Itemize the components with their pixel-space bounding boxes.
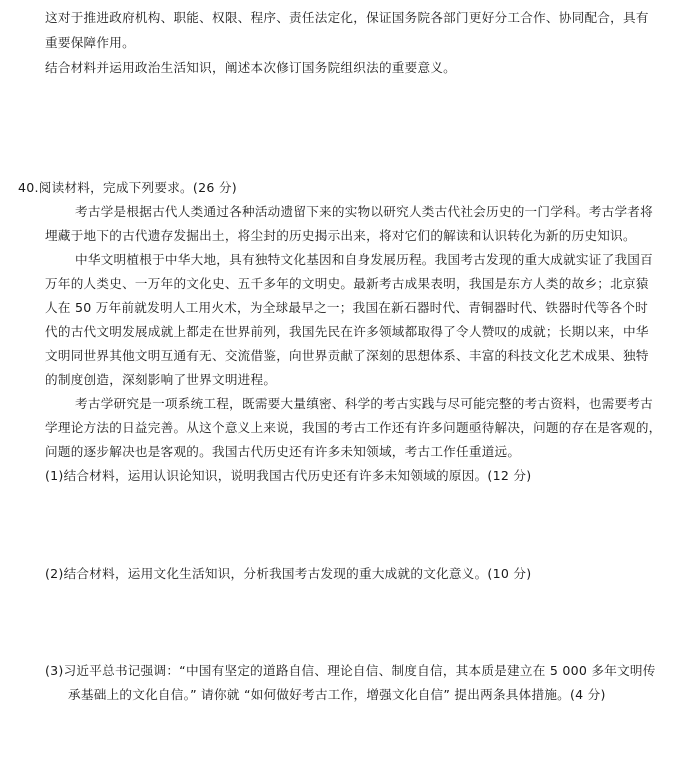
q40-paragraph1-line-1: 考古学是根据古代人类通过各种活动遗留下来的实物以研究人类古代社会历史的一门学科。考古学者将 <box>75 204 653 219</box>
q40-paragraph2-line-1: 中华文明植根于中华大地，具有独特文化基因和自身发展历程。我国考古发现的重大成就实证了我国百 <box>75 252 653 267</box>
q40-subquestion-3-line-1: (3)习近平总书记强调：“中国有坚定的道路自信、理论自信、制度自信，其本质是建立在 5 000 多年文明传 <box>45 663 656 678</box>
q40-paragraph2-line-4: 代的古代文明发展成就上都走在世界前列，我国先民在许多领域都取得了令人赞叹的成就；长期以来，中华 <box>45 324 649 339</box>
q40-paragraph2-line-5: 文明同世界其他文明互通有无、交流借鉴，向世界贡献了深刻的思想体系、丰富的科技文化艺术成果、独特 <box>45 348 649 363</box>
q39-text-line-2: 重要保障作用。 <box>45 35 135 50</box>
q40-heading: 40.阅读材料，完成下列要求。(26 分) <box>18 180 237 195</box>
q40-paragraph1-line-2: 埋藏于地下的古代遗存发掘出土，将尘封的历史揭示出来，将对它们的解读和认识转化为新的历史知识。 <box>45 228 636 243</box>
q40-paragraph3-line-1: 考古学研究是一项系统工程，既需要大量缜密、科学的考古实践与尽可能完整的考古资料，也需要考古 <box>75 396 653 411</box>
q39-prompt: 结合材料并运用政治生活知识，阐述本次修订国务院组织法的重要意义。 <box>45 60 456 75</box>
q40-subquestion-2: (2)结合材料，运用文化生活知识，分析我国考古发现的重大成就的文化意义。(10 分) <box>45 566 532 581</box>
q40-subquestion-1: (1)结合材料，运用认识论知识，说明我国古代历史还有许多未知领域的原因。(12 分) <box>45 468 532 483</box>
q40-paragraph3-line-3: 问题的逐步解决也是客观的。我国古代历史还有许多未知领域，考古工作任重道远。 <box>45 444 521 459</box>
q40-paragraph2-line-6: 的制度创造，深刻影响了世界文明进程。 <box>45 372 277 387</box>
q40-paragraph2-line-2: 万年的人类史、一万年的文化史、五千多年的文明史。最新考古成果表明，我国是东方人类的故乡；北京猿 <box>45 276 649 291</box>
q39-text-line-1: 这对于推进政府机构、职能、权限、程序、责任法定化，保证国务院各部门更好分工合作、协同配合，具有 <box>45 10 649 25</box>
q40-paragraph3-line-2: 学理论方法的日益完善。从这个意义上来说，我国的考古工作还有许多问题亟待解决，问题的存在是客观的， <box>45 420 662 435</box>
q40-subquestion-3-line-2: 承基础上的文化自信。” 请你就 “如何做好考古工作，增强文化自信” 提出两条具体措施。(4 分) <box>68 687 606 702</box>
q40-paragraph2-line-3: 人在 50 万年前就发明人工用火术，为全球最早之一；我国在新石器时代、青铜器时代、铁器时代等各个时 <box>45 300 649 315</box>
